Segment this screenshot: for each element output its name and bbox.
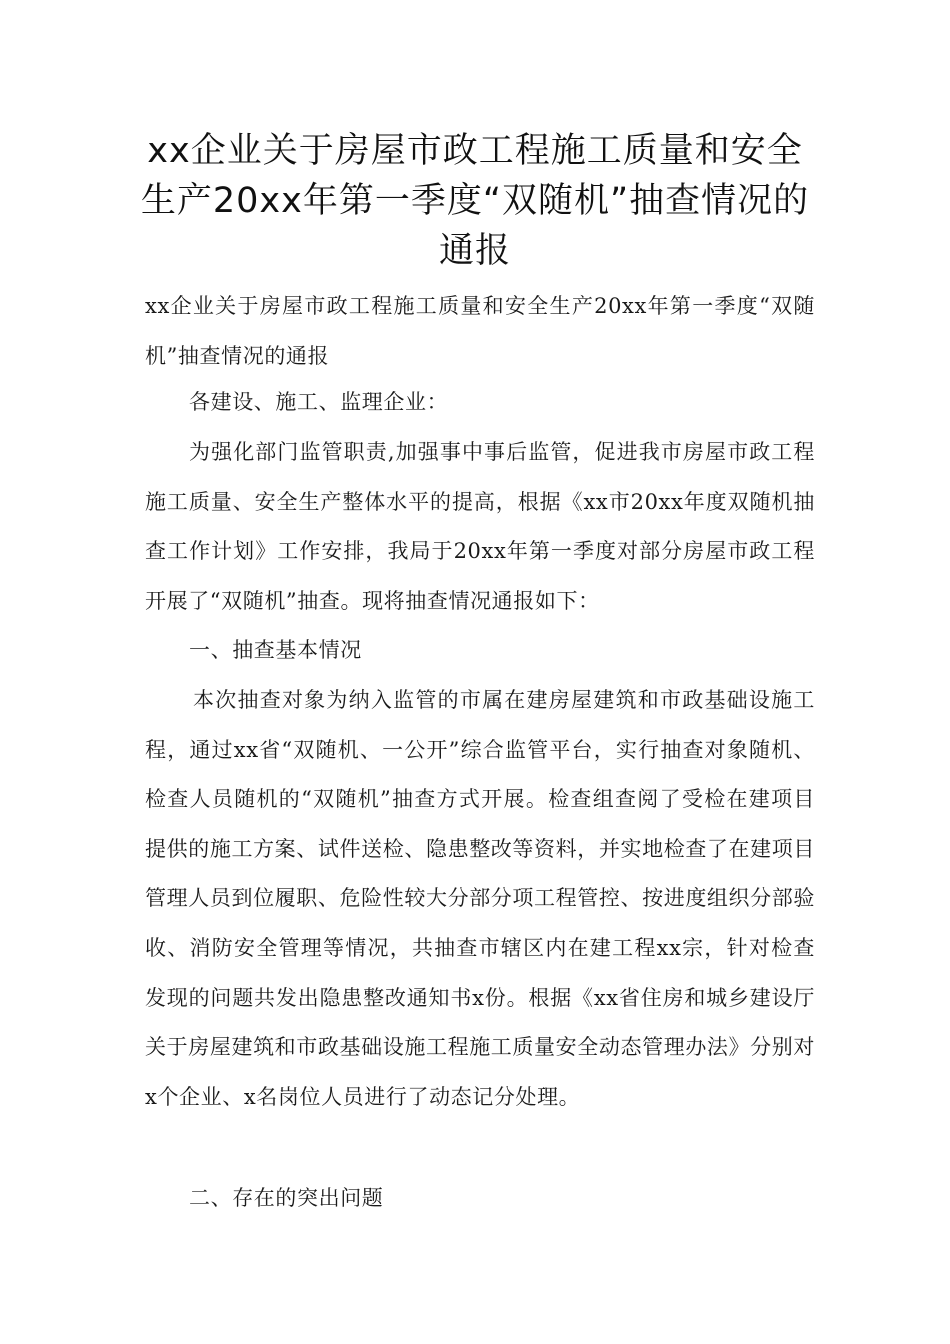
salutation: 各建设、施工、监理企业： [189, 390, 449, 414]
section-heading-2: 二、存在的突出问题 [189, 1186, 384, 1210]
intro-paragraph: 为强化部门监管职责,加强事中事后监管，促进我市房屋市政工程施工质量、安全生产整体水平的提高，根据《xx市20xx年度双随机抽查工作计划》工作安排，我局于20xx年第一季度对部分房屋市政工程开展了“双随机”抽查。现将抽查情况通报如下： [145, 440, 815, 613]
document-title: xx企业关于房屋市政工程施工质量和安全生产20xx年第一季度“双随机”抽查情况的通报 [140, 131, 810, 271]
section-heading-1: 一、抽查基本情况 [189, 638, 362, 662]
section-1-paragraph: 本次抽查对象为纳入监管的市属在建房屋建筑和市政基础设施工程，通过xx省“双随机、一公开”综合监管平台，实行抽查对象随机、检查人员随机的“双随机”抽查方式开展。检查组查阅了受检在建项目提供的施工方案、试件送检、隐患整改等资料，并实地检查了在建项目管理人员到位履职、危险性较大分部分项工程管控、按进度组织分部验收、消防安全管理等情况，共抽查市辖区内在建工程xx宗，针对检查发现的问题共发出隐患整改通知书x份。根据《xx省住房和城乡建设厅关于房屋建筑和市政基础设施工程施工质量安全动态管理办法》分别对x个企业、x名岗位人员进行了动态记分处理。 [145, 688, 815, 1109]
subtitle-paragraph: xx企业关于房屋市政工程施工质量和安全生产20xx年第一季度“双随机”抽查情况的通报 [145, 294, 815, 368]
